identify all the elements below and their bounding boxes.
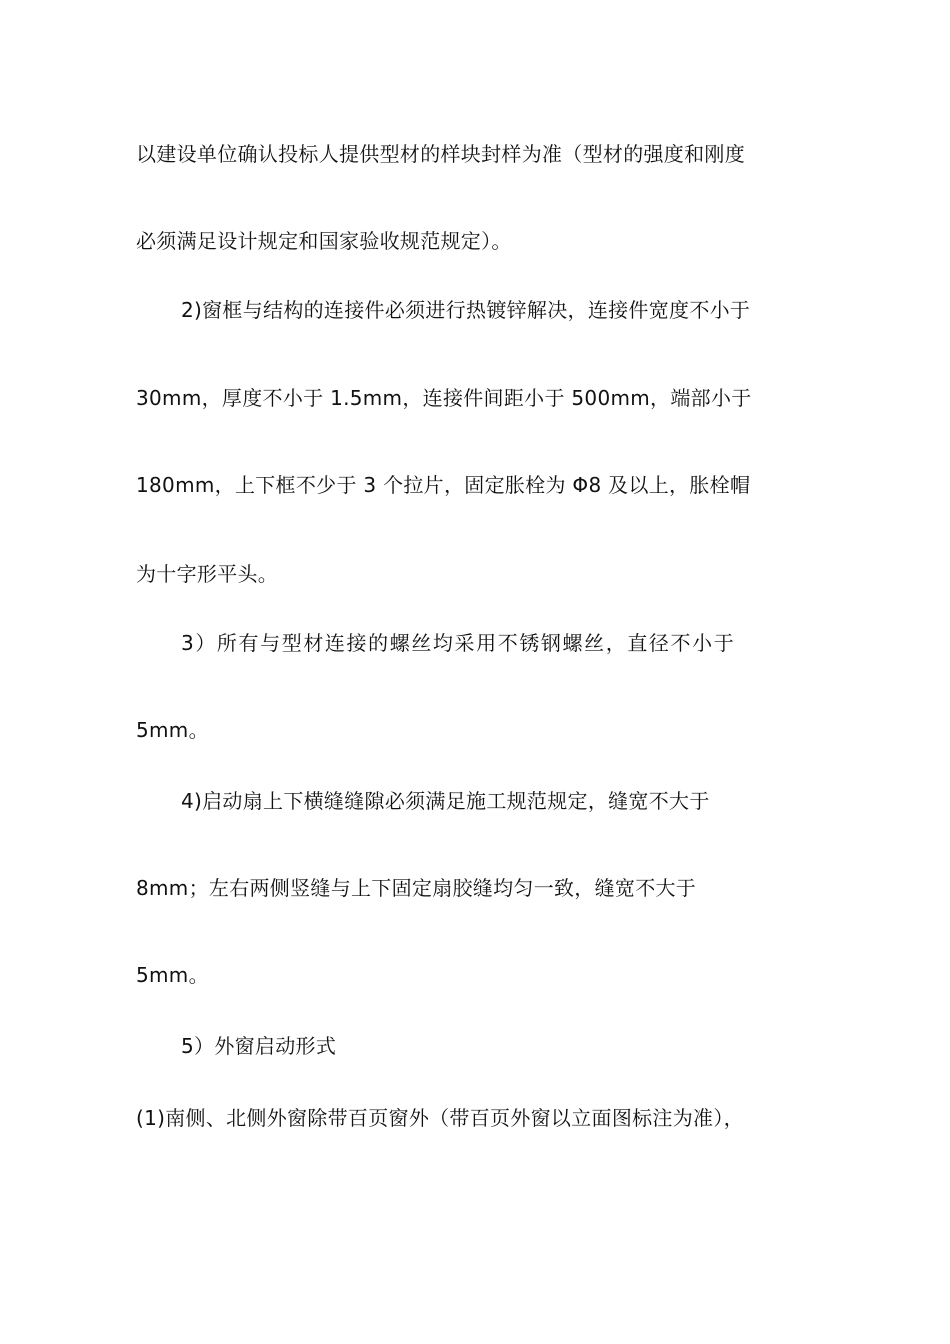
paragraph-line: (1)南侧、北侧外窗除带百页窗外（带百页外窗以立面图标注为准）， (136, 1106, 744, 1130)
paragraph-line: 5）外窗启动形式 (181, 1034, 337, 1058)
paragraph-line: 必须满足设计规定和国家验收规范规定）。 (136, 229, 512, 253)
paragraph-line: 30mm，厚度不小于 1.5mm，连接件间距小于 500mm，端部小于 (136, 386, 752, 410)
paragraph-line: 以建设单位确认投标人提供型材的样块封样为准（型材的强度和刚度 (136, 142, 745, 166)
paragraph-line: 180mm，上下框不少于 3 个拉片，固定胀栓为 Φ8 及以上，胀栓帽 (136, 473, 751, 497)
paragraph-line: 4)启动扇上下横缝缝隙必须满足施工规范规定，缝宽不大于 (181, 789, 710, 813)
paragraph-line: 5mm。 (136, 718, 209, 742)
paragraph-line: 3）所有与型材连接的螺丝均采用不锈钢螺丝，直径不小于 (181, 631, 736, 655)
paragraph-line: 为十字形平头。 (136, 562, 279, 586)
paragraph-line: 5mm。 (136, 963, 209, 987)
paragraph-line: 2)窗框与结构的连接件必须进行热镀锌解决，连接件宽度不小于 (181, 298, 751, 322)
paragraph-line: 8mm；左右两侧竖缝与上下固定扇胶缝均匀一致，缝宽不大于 (136, 876, 697, 900)
